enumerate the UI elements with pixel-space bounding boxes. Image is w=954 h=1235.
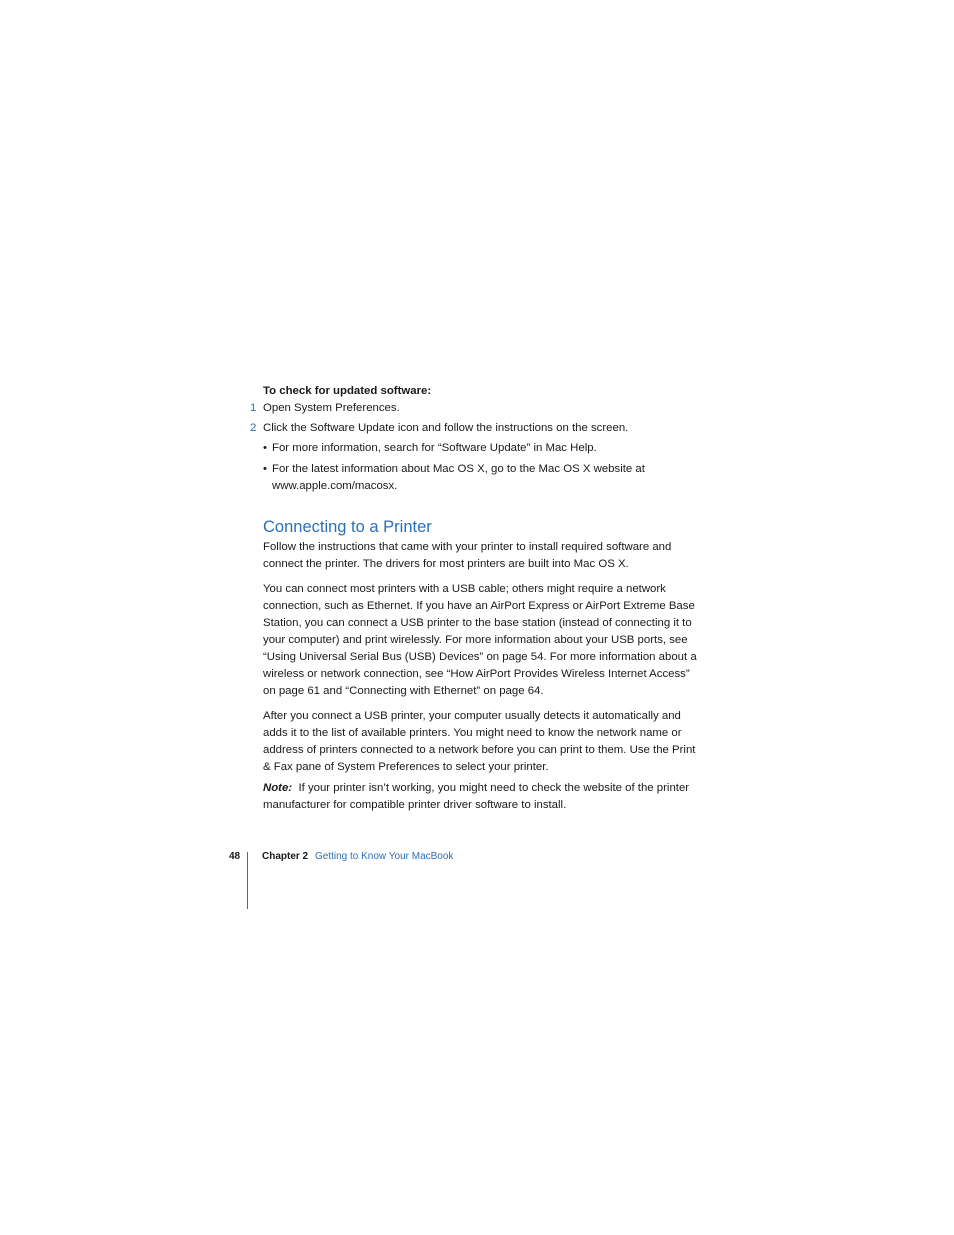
body-paragraph: After you connect a USB printer, your computer usually detects it automatically and adds it to the list of available printers. You might need to know the network name or address of printers connected to a network before you can print to them. Use the Print & Fax pane of System Preferences to select your printer.	[263, 710, 696, 773]
chapter-label: Chapter 2	[262, 851, 309, 862]
step-number: 1	[250, 402, 257, 414]
step-text: Click the Software Update icon and follow the instructions on the screen.	[263, 422, 629, 434]
note-paragraph	[263, 780, 703, 814]
chapter-title: Getting to Know Your MacBook	[315, 851, 454, 862]
body-paragraph: Follow the instructions that came with your printer to install required software and connect the printer. The drivers for most printers are built into Mac OS X.	[263, 541, 672, 570]
bullet-text: For more information, search for “Software Update” in Mac Help.	[272, 442, 597, 454]
step-number: 2	[250, 422, 257, 434]
section-title: Connecting to a Printer	[263, 518, 432, 536]
page-number: 48	[229, 851, 241, 862]
bullet-text: For the latest information about Mac OS X, go to the Mac OS X website at www.apple.com/macosx.	[272, 463, 645, 492]
note-label: Note:	[263, 782, 293, 794]
bullet-symbol: •	[263, 442, 267, 454]
footer-divider	[247, 852, 248, 909]
procedure-heading: To check for updated software:	[263, 385, 432, 397]
body-paragraph: You can connect most printers with a USB cable; others might require a network connection, such as Ethernet. If you have an AirPort Express or AirPort Extreme Base Station, you can connect a USB printer to the base station (instead of connecting it to your computer) and print wirelessly. For more information about your USB ports, see “Using Universal Serial Bus (USB) Devices” on page 54. For more information about a wireless or network connection, see “How AirPort Provides Wireless Internet Access” on page 61 and “Connecting with Ethernet” on page 64.	[263, 583, 697, 697]
bullet-symbol: •	[263, 463, 267, 475]
step-text: Open System Preferences.	[263, 402, 400, 414]
note-text: If your printer isn’t working, you might need to check the website of the printer manufacturer for compatible printer driver software to install.	[263, 782, 690, 811]
